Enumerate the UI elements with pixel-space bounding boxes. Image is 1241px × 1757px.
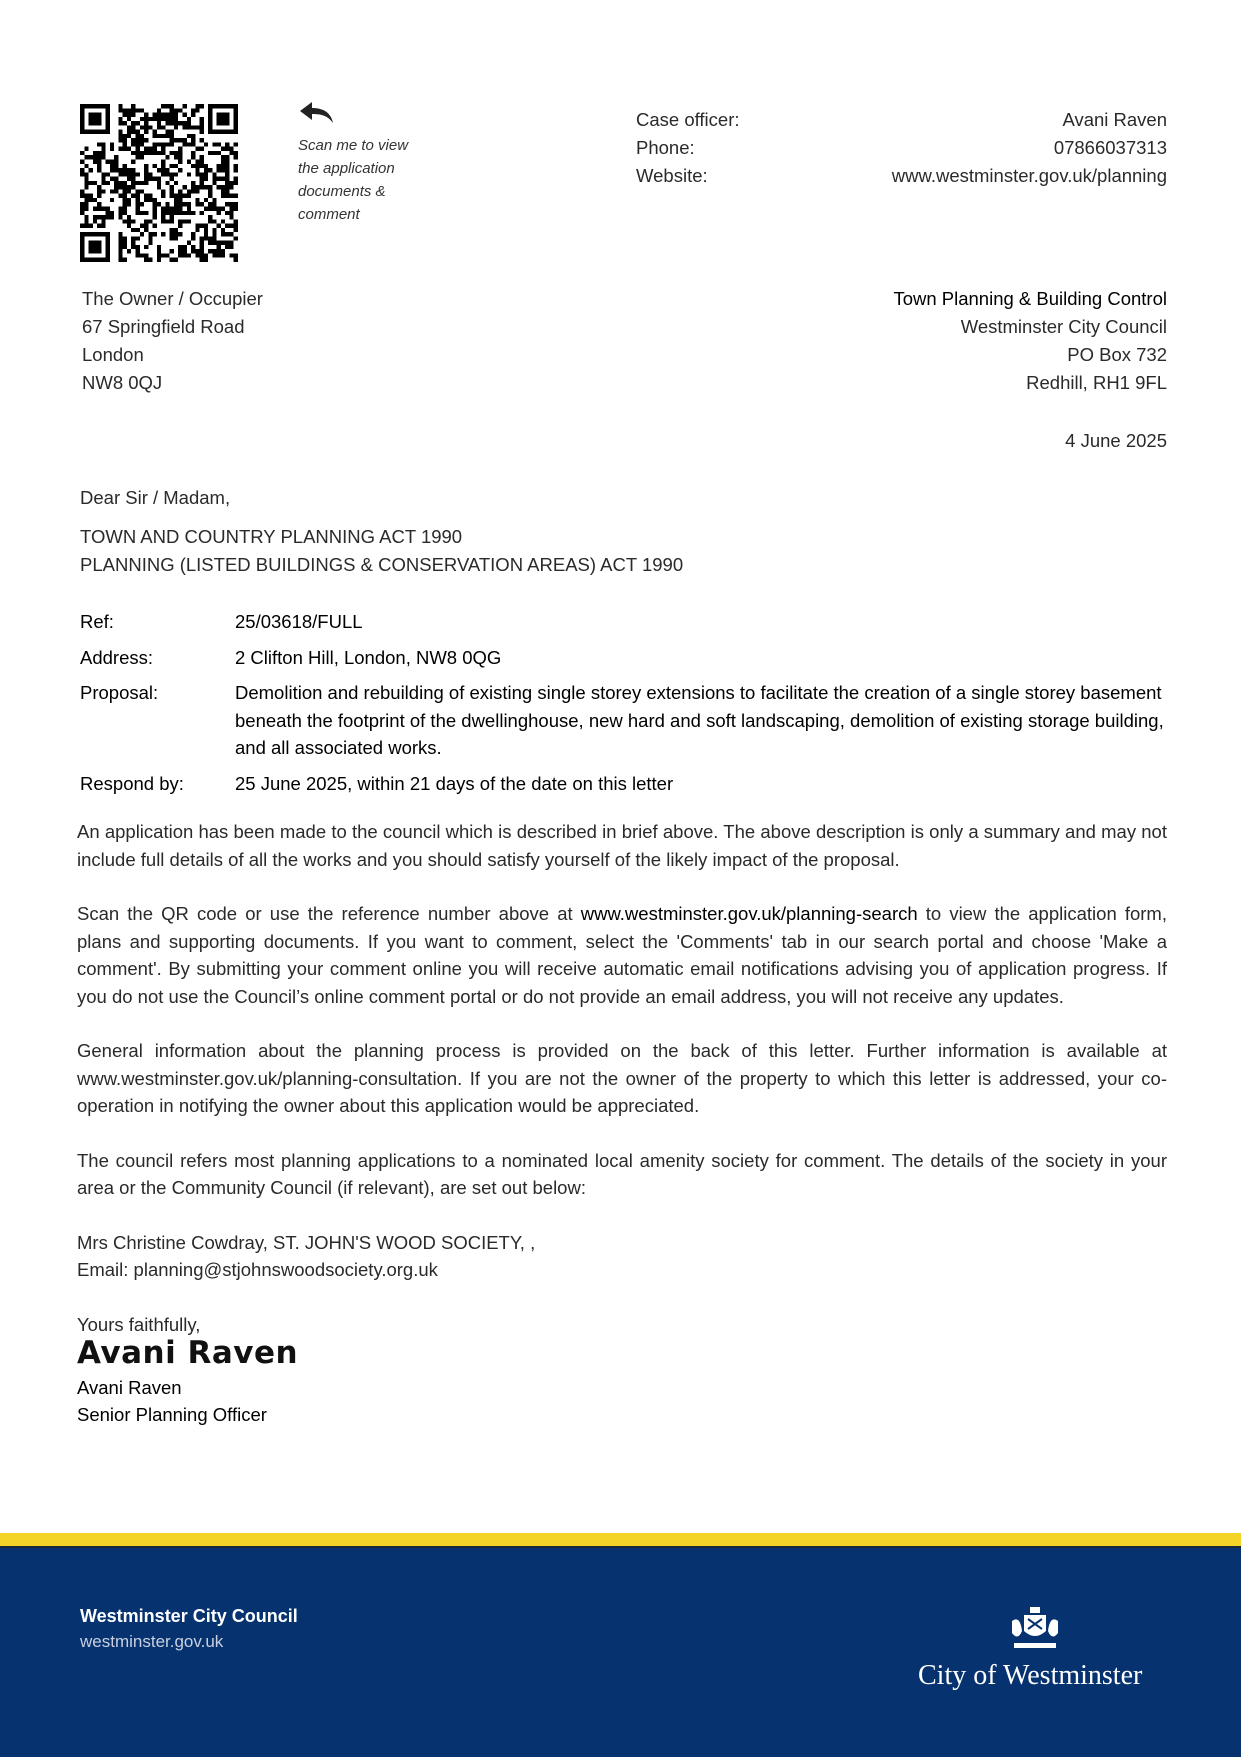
caption-line: documents & [298, 183, 386, 200]
address-line: PO Box 732 [1067, 344, 1167, 365]
coat-of-arms-icon [1010, 1607, 1060, 1651]
salutation: Dear Sir / Madam, [80, 487, 231, 508]
address-line: Westminster City Council [960, 316, 1167, 337]
society-email: Email: planning@stjohnswoodsociety.org.uk [77, 1259, 438, 1280]
caption-line: the application [298, 160, 395, 177]
website-label: Website: [636, 165, 708, 186]
society-name: Mrs Christine Cowdray, ST. JOHN'S WOOD SOCIETY, , [77, 1231, 536, 1253]
detail-label: Ref: [80, 611, 114, 632]
qr-code[interactable] [80, 104, 238, 262]
caption-line: Scan me to view [298, 137, 409, 154]
curved-arrow-icon [300, 102, 334, 124]
closing: Yours faithfully, [77, 1313, 201, 1335]
footer-yellow-band [0, 1533, 1241, 1546]
address-line: The Owner / Occupier [82, 288, 263, 309]
detail-value: Demolition and rebuilding of existing single storey extensions to facilitate the creation of a single storey basement beneath the footprint of the dwellinghouse, new hard and soft landscaping, demolition of existing storage building, and all associated works. [235, 682, 1164, 758]
signatory-title: Senior Planning Officer [77, 1404, 267, 1425]
detail-value: 2 Clifton Hill, London, NW8 0QG [235, 646, 502, 668]
case-officer-label: Case officer: [636, 109, 740, 130]
society-contact [77, 1229, 1167, 1284]
detail-label: Address: [80, 646, 154, 668]
act-line: PLANNING (LISTED BUILDINGS & CONSERVATION AREAS) ACT 1990 [80, 554, 684, 575]
paragraph: General information about the planning process is provided on the back of this letter. Further information is available at www.westminster.gov.uk/planning-consultation. If you are not the owner of the property to which this letter is addressed, your co-operation in notifying the owner about this application would be appreciated. [77, 1040, 1167, 1116]
website-link[interactable]: www.westminster.gov.uk/planning [891, 165, 1167, 186]
department-name: Town Planning & Building Control [893, 288, 1167, 309]
text: to view the application form, plans and supporting documents. If you want to comment, select the 'Comments' tab in our search portal and choose 'Make a comment'. By submitting your comment online you will receive automatic email notifications advising you of application progress. If you do not use the Council’s online comment portal or do not provide an email address, you will not receive any updates. [77, 903, 1167, 1007]
detail-row-address [80, 644, 1170, 672]
act-line: TOWN AND COUNTRY PLANNING ACT 1990 [80, 526, 463, 547]
acts-heading [80, 523, 683, 579]
signature: Avani Raven [77, 1335, 299, 1371]
detail-row-proposal [80, 679, 1170, 762]
caption-line: comment [298, 206, 360, 223]
contact-details [636, 106, 1167, 190]
address-line: NW8 0QJ [82, 372, 163, 393]
qr-caption [298, 134, 408, 226]
phone-value: 07866037313 [1053, 137, 1167, 158]
city-of-westminster-logo: City of Westminster [918, 1660, 1143, 1691]
application-details [80, 608, 1170, 805]
letter-date: 4 June 2025 [1065, 430, 1167, 451]
paragraph: The council refers most planning applications to a nominated local amenity society for comment. The details of the society in your area or the Community Council (if relevant), are set out below: [77, 1149, 1167, 1198]
footer-org-name: Westminster City Council [80, 1606, 298, 1626]
detail-value: 25/03618/FULL [235, 611, 363, 632]
case-officer-value: Avani Raven [1062, 109, 1167, 130]
address-line: London [82, 344, 144, 365]
paragraph [77, 900, 1167, 1010]
text: Scan the QR code or use the reference number above at [77, 903, 581, 924]
detail-row-respond-by [80, 770, 1170, 798]
address-line: Redhill, RH1 9FL [1026, 372, 1167, 393]
letter-body [77, 818, 1167, 1429]
detail-row-ref [80, 608, 1170, 636]
planning-search-link[interactable]: www.westminster.gov.uk/planning-search [580, 903, 918, 924]
detail-value: 25 June 2025, within 21 days of the date on this letter [235, 772, 674, 794]
detail-label: Proposal: [80, 682, 159, 703]
signatory-name: Avani Raven [77, 1376, 182, 1398]
return-address [893, 285, 1167, 397]
detail-label: Respond by: [80, 772, 184, 794]
paragraph: An application has been made to the council which is described in brief above. The above description is only a summary and may not include full details of all the works and you should satisfy yourself of the likely impact of the proposal. [77, 821, 1167, 870]
recipient-address [82, 285, 263, 397]
address-line: 67 Springfield Road [82, 316, 245, 337]
footer-site: westminster.gov.uk [80, 1632, 224, 1651]
phone-label: Phone: [636, 137, 695, 158]
